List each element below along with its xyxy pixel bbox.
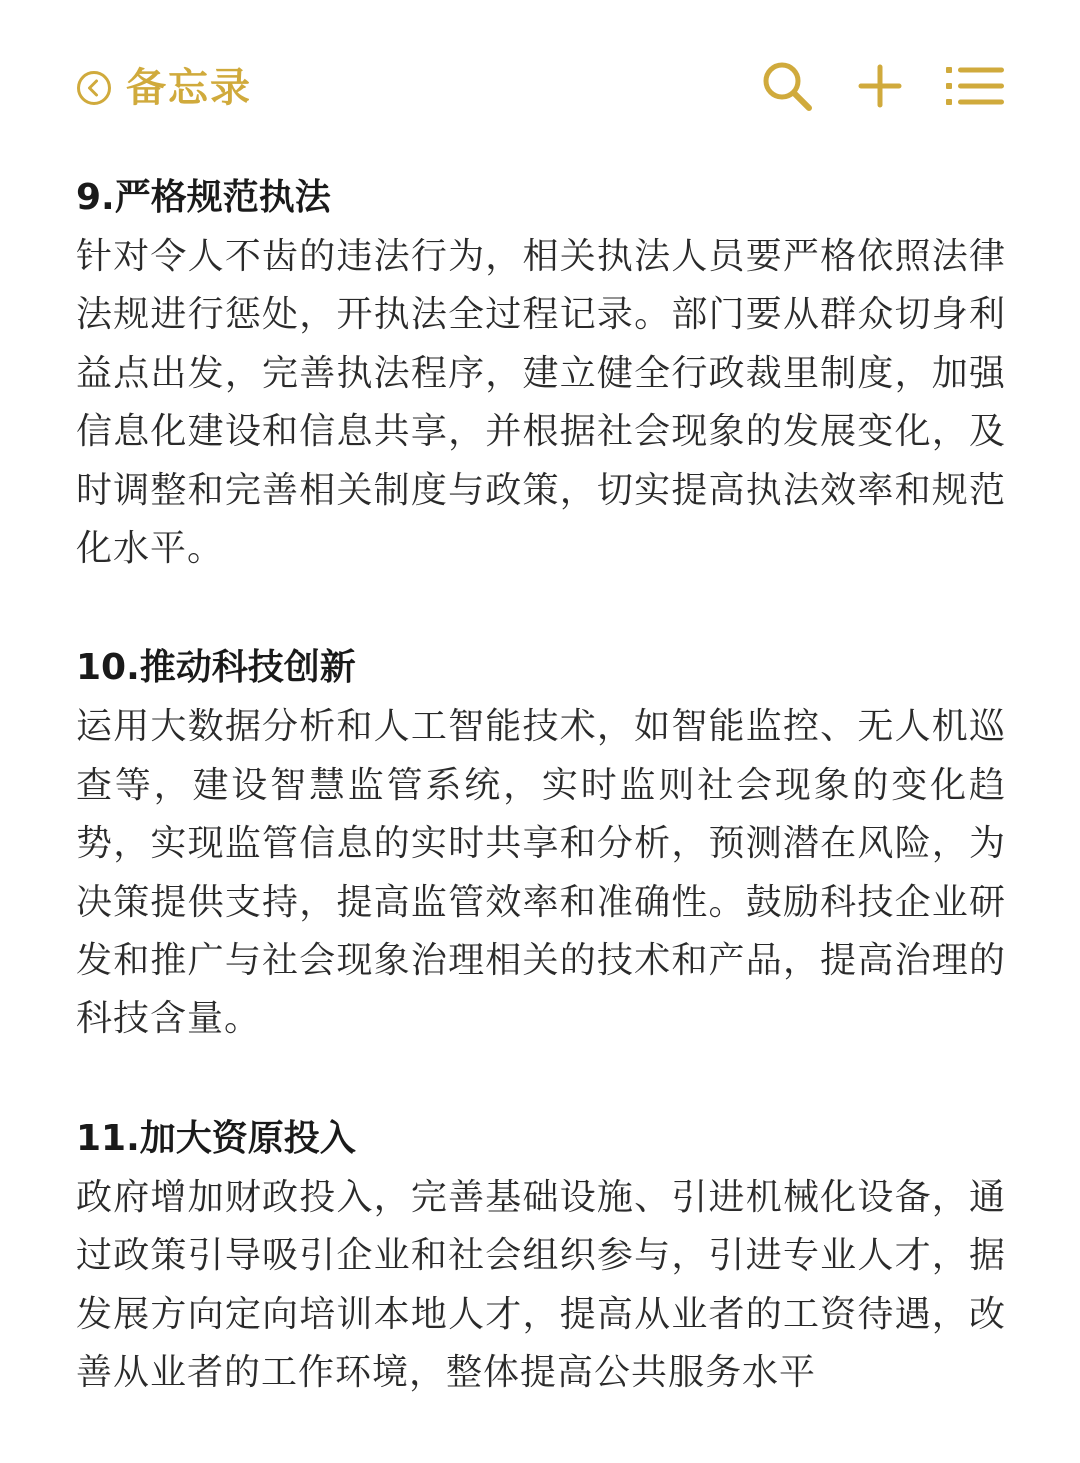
toolbar-actions xyxy=(760,58,1004,114)
section-title: 9.严格规范执法 xyxy=(76,177,331,218)
section-body: 针对令人不齿的违法行为，相关执法人员要严格依照法律法规进行惩处，开执法全过程记录。部门要从群众切身利益点出发，完善执法程序，建立健全行政裁里制度，加强信息化建设和信息共享，并根据社会现象的发展变化，及时调整和完善相关制度与政策，切实提高执法效率和规范化水平。 xyxy=(76,236,1006,570)
back-label: 备忘录 xyxy=(126,65,252,111)
plus-icon[interactable] xyxy=(858,64,902,108)
chevron-left-circle-icon xyxy=(76,70,112,106)
top-bar xyxy=(0,0,1080,150)
note-section xyxy=(76,1109,1006,1403)
list-icon[interactable] xyxy=(946,66,1004,106)
note-content[interactable] xyxy=(76,168,1006,1463)
section-body: 运用大数据分析和人工智能技术，如智能监控、无人机巡查等，建设智慧监管系统，实时监则社会现象的变化趋势，实现监管信息的实时共享和分析，预测潜在风险，为决策提供支持，提高监管效率和准确性。鼓励科技企业研发和推广与社会现象治理相关的技术和产品，提高治理的科技含量。 xyxy=(76,706,1006,1040)
section-body: 政府增加财政投入，完善基础设施、引进机械化设备，通过政策引导吸引企业和社会组织参与，引进专业人才，据发展方向定向培训本地人才，提高从业者的工资待遇，改善从业者的工作环境，整体提高公共服务水平 xyxy=(76,1176,1006,1394)
note-section xyxy=(76,168,1006,578)
search-icon[interactable] xyxy=(760,59,814,113)
back-button[interactable] xyxy=(76,62,252,114)
section-title: 10.推动科技创新 xyxy=(76,647,356,689)
note-section xyxy=(76,638,1006,1048)
section-title: 11.加大资原投入 xyxy=(76,1117,356,1159)
